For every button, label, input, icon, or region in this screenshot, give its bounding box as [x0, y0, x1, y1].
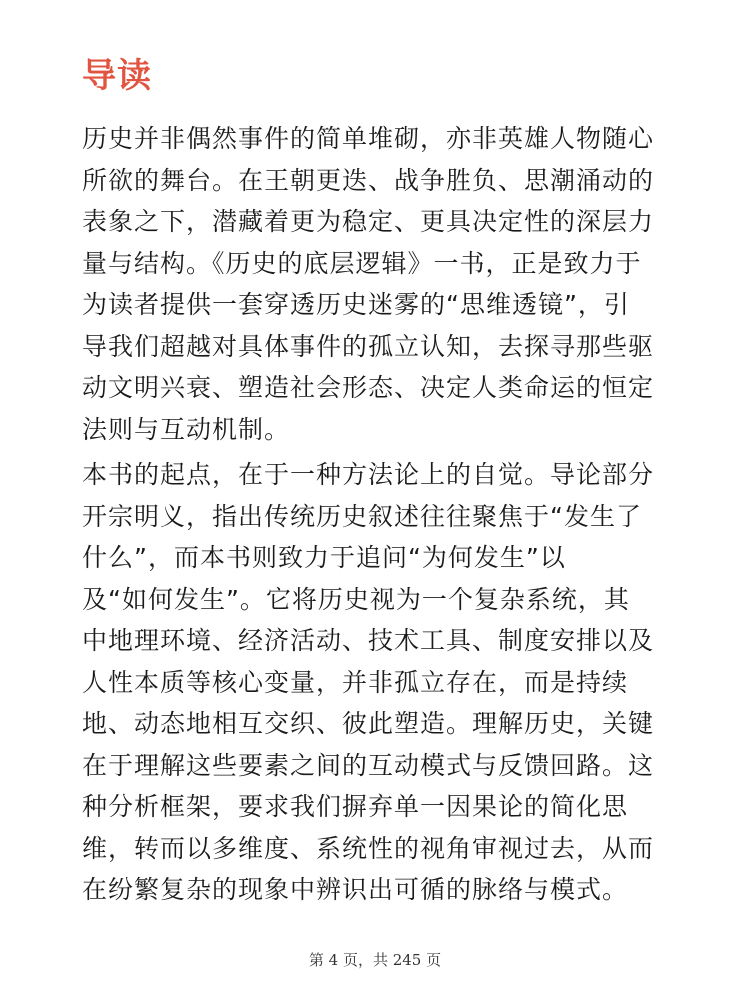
- paragraph-1: [82, 118, 672, 450]
- text-line: 本书的起点，在于一种方法论上的自觉。导论部分: [82, 460, 655, 489]
- text-line: 所欲的舞台。在王朝更迭、战争胜负、思潮涌动的: [82, 165, 655, 195]
- text-line: 历史并非偶然事件的简单堆砌，亦非英雄人物随心: [82, 124, 655, 153]
- text-line: 动文明兴衰、塑造社会形态、决定人类命运的恒定: [82, 373, 655, 402]
- text-line: 维，转而以多维度、系统性的视角审视过去，从而: [82, 833, 655, 863]
- text-line: 种分析框架，要求我们摒弃单一因果论的简化思: [82, 792, 629, 821]
- text-line: 在于理解这些要素之间的互动模式与反馈回路。这: [82, 750, 655, 780]
- text-line: 什么”，而本书则致力于追问“为何发生”以: [82, 543, 566, 572]
- paragraph-2: [82, 454, 672, 911]
- text-line: 表象之下，潜藏着更为稳定、更具决定性的深层力: [82, 207, 655, 236]
- text-line: 在纷繁复杂的现象中辨识出可循的脉络与模式。: [82, 875, 629, 904]
- text-line: 地、动态地相互交织、彼此塑造。理解历史，关键: [82, 709, 655, 738]
- text-line: 人性本质等核心变量，并非孤立存在，而是持续: [82, 667, 629, 697]
- text-line: 导我们超越对具体事件的孤立认知，去探寻那些驱: [82, 331, 655, 361]
- text-line: 法则与互动机制。: [82, 414, 291, 444]
- text-line: 为读者提供一套穿透历史迷雾的“思维透镜”，引: [82, 290, 630, 319]
- body-text: [82, 118, 672, 911]
- text-line: 及“如何发生”。它将历史视为一个复杂系统，其: [82, 584, 630, 614]
- page-number-footer: 第 4 页，共 245 页: [308, 951, 442, 969]
- text-line: 量与结构。《历史的底层逻辑》一书，正是致力于: [82, 248, 642, 278]
- text-line: 开宗明义，指出传统历史叙述往往聚焦于“发生了: [82, 501, 642, 531]
- section-heading: 导读: [82, 56, 152, 96]
- text-line: 中地理环境、经济活动、技术工具、制度安排以及: [82, 626, 655, 655]
